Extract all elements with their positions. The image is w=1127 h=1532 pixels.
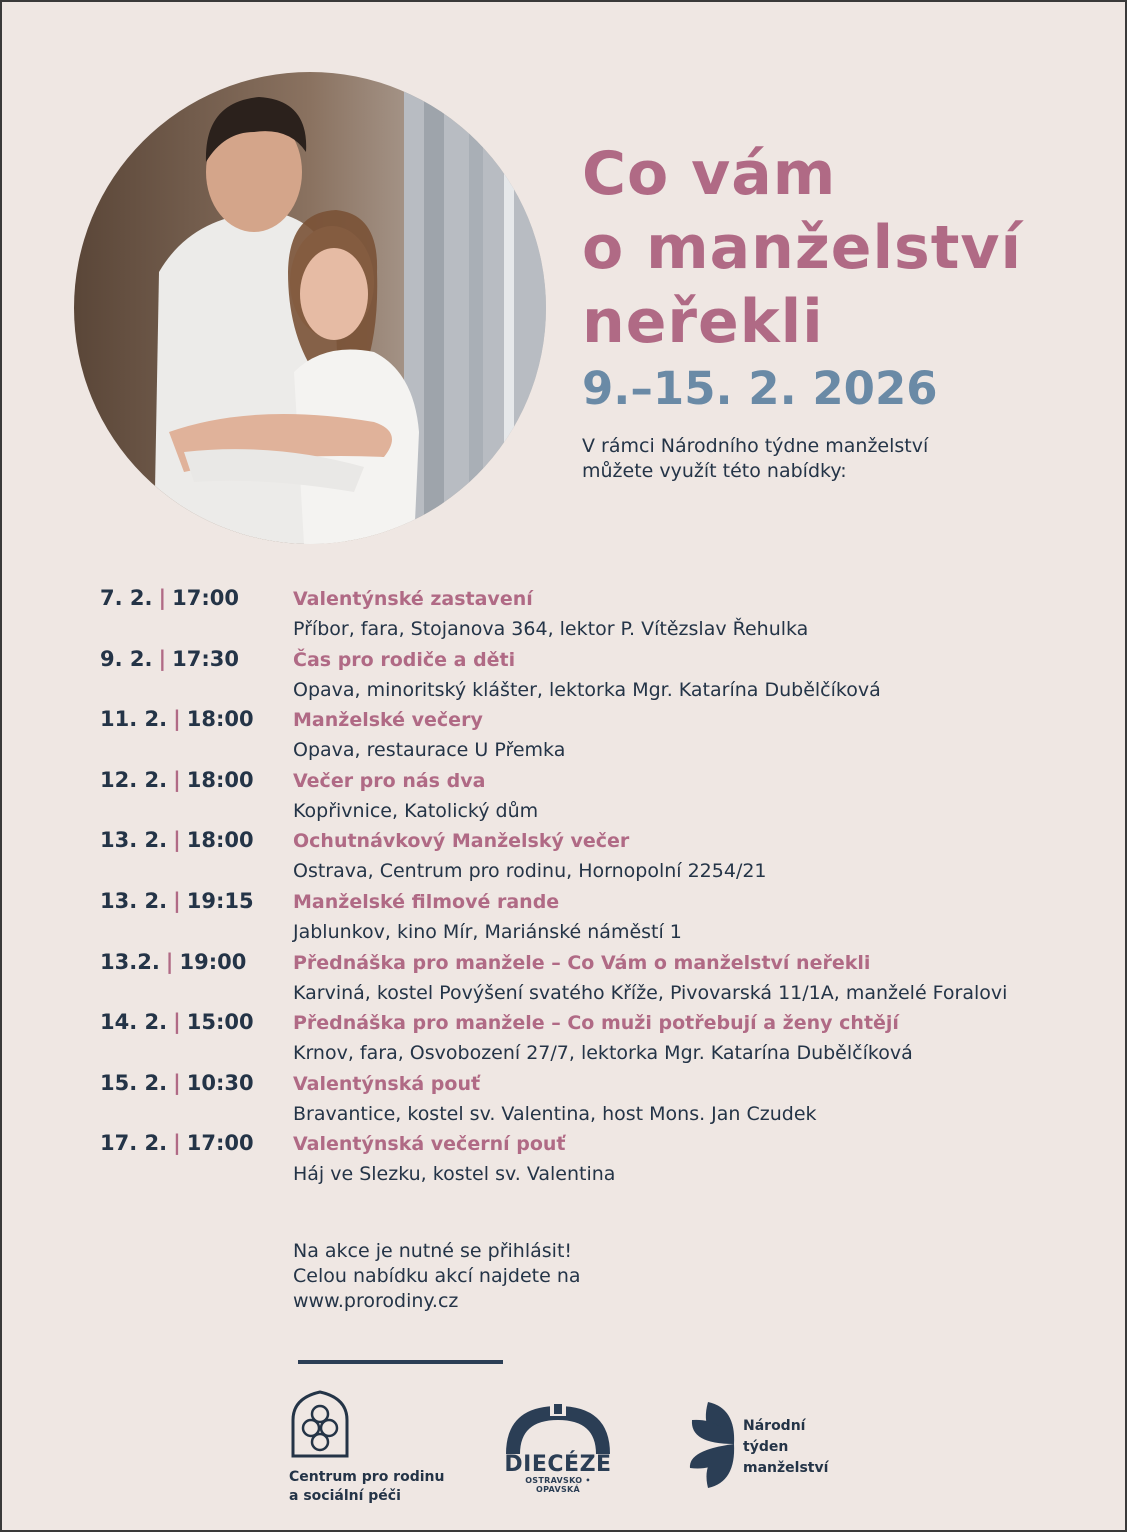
event-row (100, 828, 1060, 889)
event-when (100, 828, 254, 852)
event-time: 17:00 (172, 586, 240, 610)
separator: | (173, 767, 181, 792)
event-date: 11. 2. (100, 707, 168, 732)
title-line-1: Co vám (582, 139, 837, 209)
event-row (100, 1071, 1060, 1132)
event-when (100, 707, 254, 731)
event-date: 14. 2. (100, 1010, 168, 1035)
event-row (100, 586, 1060, 647)
event-date: 17. 2. (100, 1131, 168, 1156)
event-date: 13. 2. (100, 828, 168, 853)
separator: | (173, 1131, 181, 1156)
event-date: 15. 2. (100, 1070, 168, 1095)
event-when (100, 768, 254, 792)
ntm-line-3: manželství (743, 1460, 829, 1476)
event-name: Valentýnská večerní pouť (293, 1133, 566, 1156)
note-line-2: Celou nabídku akcí najdete na (293, 1265, 581, 1287)
event-place: Kopřivnice, Katolický dům (293, 799, 539, 822)
page-title (582, 137, 1022, 359)
event-name: Čas pro rodiče a děti (293, 648, 516, 671)
intro-line-1: V rámci Národního týdne manželství (582, 435, 929, 457)
event-row (100, 1131, 1060, 1192)
event-date: 7. 2. (100, 586, 153, 610)
event-place: Háj ve Slezku, kostel sv. Valentina (293, 1163, 616, 1186)
event-name: Valentýnská pouť (293, 1072, 481, 1095)
title-line-2: o manželství (582, 213, 1023, 283)
event-place: Opava, restaurace U Přemka (293, 739, 566, 762)
separator: | (158, 646, 167, 671)
logo-centrum-pro-rodinu (289, 1390, 444, 1506)
divider (298, 1360, 503, 1364)
event-time: 19:15 (186, 888, 254, 913)
separator: | (158, 586, 167, 610)
event-time: 17:30 (172, 646, 240, 671)
event-time: 15:00 (186, 1010, 254, 1035)
event-row (100, 647, 1060, 708)
event-name: Valentýnské zastavení (293, 588, 533, 610)
separator: | (173, 1070, 181, 1095)
event-time: 19:00 (179, 949, 247, 974)
event-dates: 9.–15. 2. 2026 (582, 362, 938, 415)
event-name: Manželské večery (293, 709, 483, 732)
ntm-line-2: týden (743, 1439, 789, 1455)
dieceze-title: DIECÉZE (504, 1452, 612, 1477)
event-place: Bravantice, kostel sv. Valentina, host Mons. Jan Czudek (293, 1102, 817, 1125)
note-line-1: Na akce je nutné se přihlásit! (293, 1240, 573, 1262)
separator: | (173, 888, 181, 913)
event-time: 18:00 (186, 828, 254, 853)
separator: | (165, 949, 174, 974)
ntm-line-1: Národní (743, 1418, 806, 1434)
event-name: Manželské filmové rande (293, 890, 560, 913)
gothic-window-icon (289, 1390, 351, 1458)
intro-text (582, 434, 1002, 484)
event-name: Přednáška pro manžele – Co muži potřebují a ženy chtějí (293, 1012, 899, 1035)
logo-narodni-tyden-manzelstvi (688, 1398, 829, 1494)
website-link[interactable]: www.prorodiny.cz (293, 1290, 459, 1312)
event-row (100, 707, 1060, 768)
crp-line-2: a sociální péči (289, 1488, 401, 1504)
event-name: Večer pro nás dva (293, 769, 486, 792)
event-row (100, 889, 1060, 950)
couple-illustration (74, 72, 546, 544)
event-when (100, 950, 246, 974)
separator: | (173, 828, 181, 853)
event-date: 12. 2. (100, 767, 168, 792)
event-when (100, 1071, 254, 1095)
event-time: 10:30 (186, 1070, 254, 1095)
event-date: 13.2. (100, 949, 160, 974)
intro-line-2: můžete využít této nabídky: (582, 460, 847, 482)
logo-dieceze (502, 1402, 614, 1494)
event-when (100, 1131, 254, 1155)
registration-note (293, 1239, 581, 1314)
event-date: 13. 2. (100, 888, 168, 913)
event-name: Přednáška pro manžele – Co Vám o manželství neřekli (293, 951, 871, 974)
title-line-3: neřekli (582, 287, 824, 357)
separator: | (173, 707, 181, 732)
event-time: 17:00 (186, 1131, 254, 1156)
dieceze-subtitle: OSTRAVSKO • OPAVSKÁ (525, 1476, 591, 1494)
petal-flower-icon (688, 1398, 736, 1490)
event-place: Krnov, fara, Osvobození 27/7, lektorka Mgr. Katarína Dubělčíková (293, 1042, 913, 1065)
event-time: 18:00 (186, 707, 254, 732)
separator: | (173, 1010, 181, 1035)
events-list (100, 586, 1060, 1192)
event-place: Jablunkov, kino Mír, Mariánské náměstí 1 (293, 920, 682, 943)
event-name: Ochutnávkový Manželský večer (293, 830, 630, 853)
event-when (100, 1010, 254, 1034)
event-row (100, 950, 1060, 1011)
event-date: 9. 2. (100, 646, 153, 671)
event-time: 18:00 (186, 767, 254, 792)
event-row (100, 1010, 1060, 1071)
event-place: Ostrava, Centrum pro rodinu, Hornopolní 2254/21 (293, 860, 767, 883)
event-row (100, 768, 1060, 829)
crp-line-1: Centrum pro rodinu (289, 1469, 445, 1485)
event-place: Karviná, kostel Povýšení svatého Kříže, Pivovarská 11/1A, manželé Foralovi (293, 981, 1008, 1004)
event-when (100, 889, 254, 913)
event-place: Opava, minoritský klášter, lektorka Mgr. Katarína Dubělčíková (293, 678, 881, 701)
arch-icon (502, 1402, 614, 1454)
couple-photo (74, 72, 546, 544)
event-when (100, 647, 239, 671)
event-when (100, 586, 239, 610)
event-place: Příbor, fara, Stojanova 364, lektor P. Vítězslav Řehulka (293, 618, 809, 640)
